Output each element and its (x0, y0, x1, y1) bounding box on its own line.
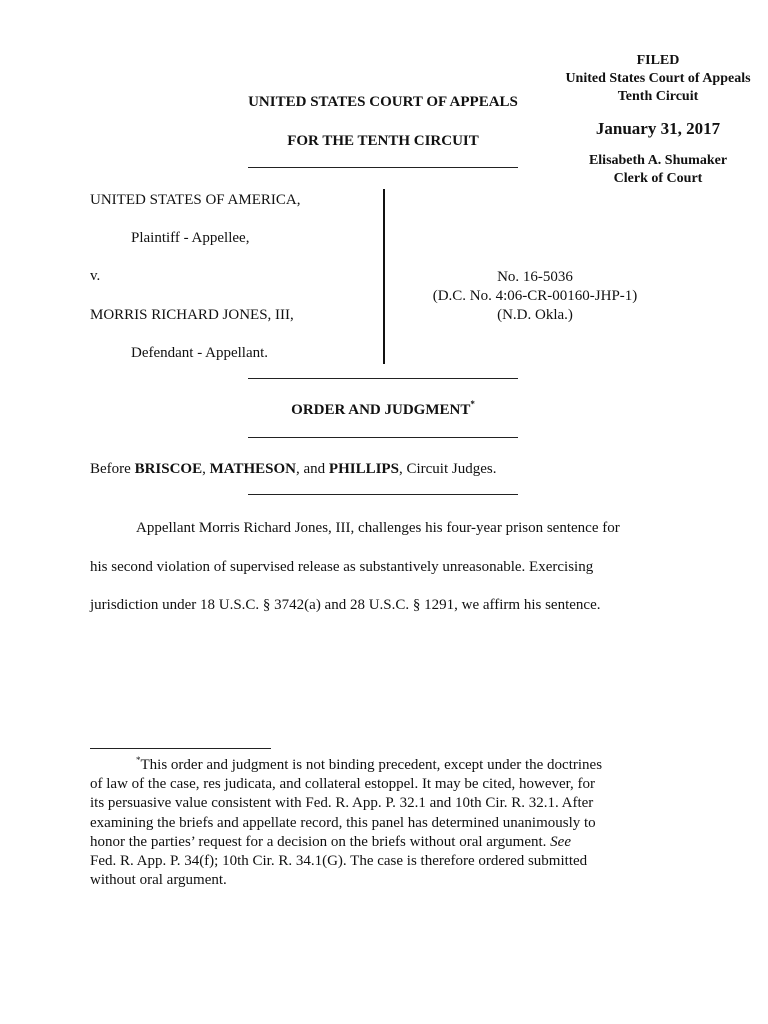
panel-separator: , and (296, 461, 329, 477)
case-number: No. 16-5036 (497, 269, 573, 285)
plaintiff-role: Plaintiff - Appellee, (131, 230, 250, 246)
defendant-role: Defendant - Appellant. (131, 345, 269, 361)
footnote-line (90, 756, 690, 775)
footnote-rule (90, 748, 271, 749)
footnote-line: examining the briefs and appellate record, this panel has determined unanimously to (90, 814, 596, 831)
header-rule (248, 167, 518, 168)
caption-divider (383, 189, 385, 364)
panel-line (90, 461, 496, 478)
defendant-name: MORRIS RICHARD JONES, III, (90, 307, 294, 323)
footnote-line: its persuasive value consistent with Fed. R. App. P. 32.1 and 10th Cir. R. 32.1. After (90, 795, 594, 812)
judge-phillips: PHILLIPS (328, 461, 399, 477)
panel-rule (248, 494, 518, 495)
filed-date: January 31, 2017 (595, 119, 721, 138)
panel-separator: , (202, 461, 210, 477)
footnote-line: without oral argument. (90, 872, 227, 889)
footnote (90, 756, 690, 890)
body-line-3: jurisdiction under 18 U.S.C. § 3742(a) and 28 U.S.C. § 1291, we affirm his sentence. (90, 597, 601, 613)
footnote-marker: * (136, 755, 141, 765)
district-court: (N.D. Okla.) (497, 307, 573, 323)
document-title-text: ORDER AND JUDGMENT (291, 402, 471, 418)
footnote-line (90, 833, 690, 852)
body-line-1: Appellant Morris Richard Jones, III, challenges his four-year prison sentence for (136, 520, 620, 536)
filed-circuit: Tenth Circuit (617, 89, 699, 104)
footnote-line: of law of the case, res judicata, and collateral estoppel. It may be cited, however, for (90, 776, 596, 793)
judge-briscoe: BRISCOE (134, 461, 203, 477)
footnote-text: honor the parties’ request for a decision on the briefs without oral argument. (90, 833, 551, 850)
footnote-line: Fed. R. App. P. 34(f); 10th Cir. R. 34.1(G). The case is therefore ordered submitted (90, 853, 588, 870)
clerk-title: Clerk of Court (613, 171, 703, 186)
document-title (200, 399, 566, 419)
plaintiff-name: UNITED STATES OF AMERICA, (90, 192, 301, 208)
caption-rule (248, 378, 518, 379)
title-rule (248, 437, 518, 438)
filed-stamp (548, 52, 768, 188)
footnote-marker: * (470, 399, 475, 409)
panel-prefix: Before (90, 461, 135, 477)
judge-matheson: MATHESON (209, 461, 296, 477)
filed-court: United States Court of Appeals (565, 71, 751, 86)
versus: v. (90, 268, 101, 284)
case-number-block (404, 268, 666, 325)
circuit-heading: FOR THE TENTH CIRCUIT (287, 133, 479, 149)
panel-suffix: , Circuit Judges. (398, 461, 497, 477)
clerk-name: Elisabeth A. Shumaker (588, 153, 728, 168)
filed-status: FILED (636, 53, 680, 68)
citation-signal: See (550, 833, 571, 850)
body-line-2: his second violation of supervised release as substantively unreasonable. Exercising (90, 559, 594, 575)
district-case-number: (D.C. No. 4:06-CR-00160-JHP-1) (432, 288, 638, 304)
court-heading: UNITED STATES COURT OF APPEALS (248, 94, 518, 110)
footnote-text: This order and judgment is not binding precedent, except under the doctrines (140, 757, 603, 773)
